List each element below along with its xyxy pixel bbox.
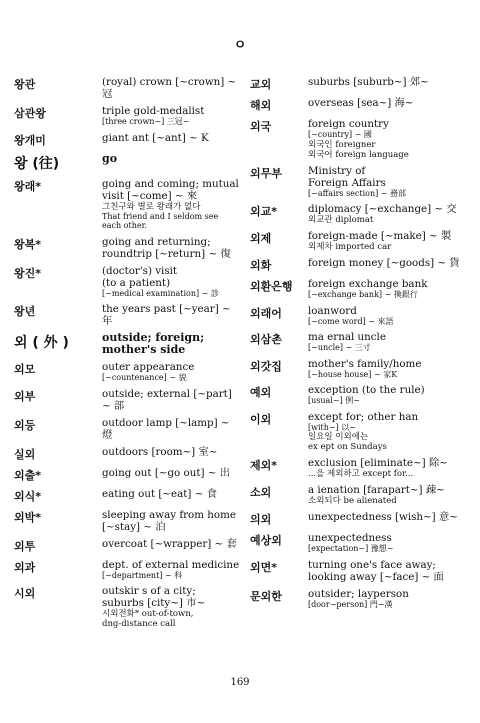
dictionary-entry <box>250 257 472 273</box>
entry-definition <box>308 278 472 300</box>
dictionary-entry <box>250 532 472 554</box>
definition-line: the years past [~year] ~ 年 <box>102 303 231 327</box>
definition-line: (to a patient) <box>102 276 171 289</box>
dictionary-entry <box>250 457 472 479</box>
definition-line: going and returning; <box>102 235 211 248</box>
dictionary-entry <box>14 388 242 412</box>
etymology-line: [~house house] ~ 家K <box>308 369 398 379</box>
entry-headword: 외삼촌 <box>250 333 282 346</box>
entry-definition <box>308 257 472 273</box>
entry-definition <box>308 165 472 199</box>
entry-headword: 왕 (往) <box>14 155 60 172</box>
right-column <box>250 76 472 614</box>
definition-line: triple gold-medalist <box>102 105 205 117</box>
entry-definition <box>102 446 242 462</box>
entry-definition <box>102 105 242 127</box>
definition-line: going out [~go out] ~ 出 <box>102 466 230 479</box>
entry-headword: 왕진* <box>14 266 42 280</box>
entry-headword: 외등 <box>14 418 36 432</box>
dictionary-entry <box>250 358 472 380</box>
entry-headword: 예외 <box>250 386 272 399</box>
dictionary-entry <box>14 236 242 260</box>
definition-line: (royal) crown [~crown] ~ 冠 <box>102 76 237 100</box>
etymology-line: [with~] 以~ <box>308 422 356 432</box>
dictionary-entry <box>14 132 242 148</box>
entry-definition <box>308 358 472 380</box>
definition-line: dept. of external medicine <box>102 558 240 571</box>
dictionary-entry <box>250 384 472 406</box>
definition-line: outsider; layperson <box>308 587 409 600</box>
entry-headword: 왕관 <box>14 78 36 91</box>
definition-line: suburbs [city~] 市~ <box>102 597 206 609</box>
entry-headword: 외갓집 <box>250 359 282 373</box>
etymology-line: [~country] ~ 國 <box>308 130 372 139</box>
page-number: 169 <box>230 677 250 688</box>
dictionary-entry <box>250 118 472 160</box>
definition-line: unexpectedness <box>308 532 392 544</box>
entry-definition <box>102 332 242 356</box>
dictionary-entry <box>14 417 242 441</box>
definition-line: a ienation [farapart~] 疎~ <box>308 484 445 496</box>
entry-headword: 소외 <box>250 486 272 499</box>
dictionary-entry <box>250 305 472 327</box>
entry-headword: 외박* <box>14 510 42 524</box>
dictionary-entry <box>14 488 242 504</box>
example-line: 그친구와 별로 왕래가 없다 <box>102 201 201 212</box>
dictionary-entry <box>250 511 472 527</box>
entry-definition <box>102 509 242 533</box>
entry-headword: 제외* <box>250 459 278 472</box>
definition-line: ma ernal uncle <box>308 331 386 343</box>
entry-headword: 삼관왕 <box>14 107 46 120</box>
definition-line: outside; foreign; <box>102 331 205 344</box>
etymology-line: That friend and I seldom see <box>102 211 219 221</box>
definition-line: Foreign Affairs <box>308 176 386 189</box>
dictionary-entry <box>250 278 472 300</box>
definition-line: looking away [~face] ~ 面 <box>308 570 444 583</box>
entry-definition <box>102 538 242 554</box>
entry-headword: 해외 <box>250 99 272 112</box>
entry-headword: 외래어 <box>250 306 282 320</box>
dictionary-entry <box>250 411 472 453</box>
dictionary-entry <box>250 97 472 113</box>
entry-headword: 예상외 <box>250 534 282 547</box>
definition-line: [~stay] ~ 泊 <box>102 520 166 533</box>
entry-headword: 외식* <box>14 489 42 503</box>
entry-definition <box>102 585 242 629</box>
etymology-line: [~medical examination] ~ 診 <box>102 288 219 298</box>
entry-headword: 외국 <box>250 120 272 133</box>
example-line: 외제차 imported car <box>308 242 392 252</box>
example-line: 외국인 foreigner <box>308 139 376 150</box>
entry-definition <box>308 559 472 583</box>
definition-line: outskir s of a city; <box>102 585 196 597</box>
definition-line: sleeping away from home <box>102 508 236 521</box>
entry-definition <box>102 488 242 504</box>
definition-line: outdoor lamp [~lamp] ~ 燈 <box>102 416 230 441</box>
definition-line: visit [~come] ~ 來 <box>102 189 198 202</box>
entry-definition <box>308 484 472 506</box>
entry-definition <box>102 76 242 100</box>
example-line: ...을 제외하고 except for... <box>308 469 414 479</box>
dictionary-entry <box>14 265 242 299</box>
definition-line: Ministry of <box>308 164 366 177</box>
entry-headword: 외면* <box>250 560 278 574</box>
entry-definition <box>102 467 242 483</box>
definition-line: outside; external [~part] ~ 部 <box>102 387 232 412</box>
entry-definition <box>308 511 472 527</box>
entry-definition <box>308 203 472 225</box>
entry-headword: 외환은행 <box>250 280 293 293</box>
definition-line: (doctor's) visit <box>102 264 178 277</box>
entry-headword: 이외 <box>250 412 272 426</box>
entry-definition <box>308 384 472 406</box>
entry-headword: 외과 <box>14 560 36 574</box>
dictionary-entry <box>14 153 242 173</box>
dictionary-entry <box>250 76 472 92</box>
definition-line: outer appearance <box>102 361 195 373</box>
entry-headword: 외교* <box>250 205 278 218</box>
entry-headword: 왕개미 <box>14 133 46 147</box>
dictionary-entry <box>250 484 472 506</box>
entry-headword: 외투 <box>14 539 36 553</box>
entry-headword: 외부 <box>14 389 36 403</box>
dictionary-entry <box>14 332 242 356</box>
page-header-letter: ㅇ <box>233 38 247 53</box>
entry-headword: 외출* <box>14 468 42 482</box>
definition-line: exclusion [eliminate~] 除~ <box>308 457 448 469</box>
definition-line: except for; other han <box>308 410 419 423</box>
entry-definition <box>102 559 242 581</box>
example-line: 외교관 diplomat <box>308 215 374 225</box>
definition-line: giant ant [~ant] ~ K <box>102 131 209 144</box>
dictionary-entry <box>250 203 472 225</box>
dictionary-entry <box>250 559 472 583</box>
definition-line: roundtrip [~return] ~ 復 <box>102 247 231 260</box>
definition-line: unexpectedness [wish~] 意~ <box>308 511 458 523</box>
etymology-line: each other. <box>102 221 148 230</box>
entry-definition <box>308 588 472 610</box>
entry-definition <box>308 532 472 554</box>
definition-line: going and coming; mutual <box>102 177 239 190</box>
definition-line: foreign money [~goods] ~ 貨 <box>308 257 460 269</box>
etymology-line: [~come word] ~ 來語 <box>308 316 394 326</box>
entry-headword: 실외 <box>14 447 36 461</box>
etymology-line: [door~person] 門~漢 <box>308 599 393 609</box>
etymology-line: [~affairs section] ~ 務部 <box>308 188 407 198</box>
definition-line: mother's side <box>102 343 186 356</box>
entry-definition <box>308 305 472 327</box>
dictionary-entry <box>14 105 242 127</box>
entry-definition <box>102 388 242 412</box>
entry-headword: 의외 <box>250 513 272 526</box>
dictionary-entry <box>14 585 242 629</box>
definition-line: overcoat [~wrapper] ~ 套 <box>102 537 237 550</box>
definition-line: turning one's face away; <box>308 558 436 571</box>
entry-definition <box>308 411 472 453</box>
definition-line: foreign exchange bank <box>308 278 428 290</box>
etymology-line: [~uncle] ~ 三寸 <box>308 343 371 352</box>
definition-line: mother's family/home <box>308 357 422 370</box>
example-line: dng-distance call <box>102 619 176 629</box>
dictionary-entry <box>14 178 242 231</box>
dictionary-entry <box>14 446 242 462</box>
definition-line: eating out [~eat] ~ 食 <box>102 487 217 500</box>
entry-headword: 문외한 <box>250 589 282 603</box>
entry-definition <box>102 236 242 260</box>
definition-line: diplomacy [~exchange] ~ 交 <box>308 203 457 215</box>
etymology-line: [~exchange bank] ~ 換銀行 <box>308 290 418 299</box>
definition-line: foreign-made [~make] ~ 製 <box>308 230 452 242</box>
etymology-line: [~department] ~ 科 <box>102 570 183 580</box>
entry-definition <box>308 331 472 353</box>
entry-headword: 외화 <box>250 259 272 272</box>
left-column <box>14 76 242 634</box>
dictionary-entry <box>14 467 242 483</box>
dictionary-entry <box>14 559 242 581</box>
definition-line: foreign country <box>308 118 389 130</box>
example-line: 시외전화* out-of-town, <box>102 609 194 619</box>
etymology-line: [three crown~] 三冠~ <box>102 117 190 126</box>
entry-headword: 외무부 <box>250 166 282 180</box>
entry-headword: 교외 <box>250 78 272 91</box>
entry-definition <box>308 230 472 252</box>
entry-definition <box>102 303 242 327</box>
dictionary-entry <box>250 230 472 252</box>
etymology-line: [expectation~] 豫想~ <box>308 544 394 553</box>
dictionary-entry <box>14 303 242 327</box>
entry-headword: 외모 <box>14 363 36 376</box>
entry-definition <box>102 417 242 441</box>
example-line: 소외되다 be alienated <box>308 496 397 506</box>
definition-line: suburbs [suburb~] 郊~ <box>308 76 429 88</box>
dictionary-entry <box>14 538 242 554</box>
etymology-line: [usual~] 例~ <box>308 396 360 405</box>
definition-line: outdoors [room~] 室~ <box>102 445 218 458</box>
entry-definition <box>102 153 242 173</box>
dictionary-entry <box>14 509 242 533</box>
example-line: 일요일 이외에는 <box>308 432 369 442</box>
example-line: ex ept on Sundays <box>308 442 387 452</box>
entry-headword: 왕복* <box>14 237 42 251</box>
etymology-line: [~countenance] ~ 貌 <box>102 373 187 382</box>
entry-definition <box>102 265 242 299</box>
entry-definition <box>308 457 472 479</box>
dictionary-entry <box>250 165 472 199</box>
definition-line: overseas [sea~] 海~ <box>308 97 414 109</box>
entry-headword: 외 ( 外 ) <box>14 335 69 351</box>
entry-definition <box>308 118 472 160</box>
dictionary-entry <box>250 331 472 353</box>
entry-headword: 왕래* <box>14 179 42 193</box>
dictionary-entry <box>14 361 242 383</box>
entry-definition <box>102 178 242 231</box>
entry-headword: 외제 <box>250 232 272 245</box>
dictionary-entry <box>14 76 242 100</box>
entry-definition <box>102 361 242 383</box>
dictionary-entry <box>250 588 472 610</box>
entry-definition <box>102 132 242 148</box>
definition-line: exception (to the rule) <box>308 384 425 396</box>
definition-line: loanword <box>308 304 357 317</box>
entry-definition <box>308 97 472 113</box>
entry-headword: 시외 <box>14 587 36 600</box>
example-line: 외국어 foreign language <box>308 149 409 160</box>
definition-line: go <box>102 151 118 165</box>
entry-headword: 왕년 <box>14 305 36 318</box>
entry-definition <box>308 76 472 92</box>
